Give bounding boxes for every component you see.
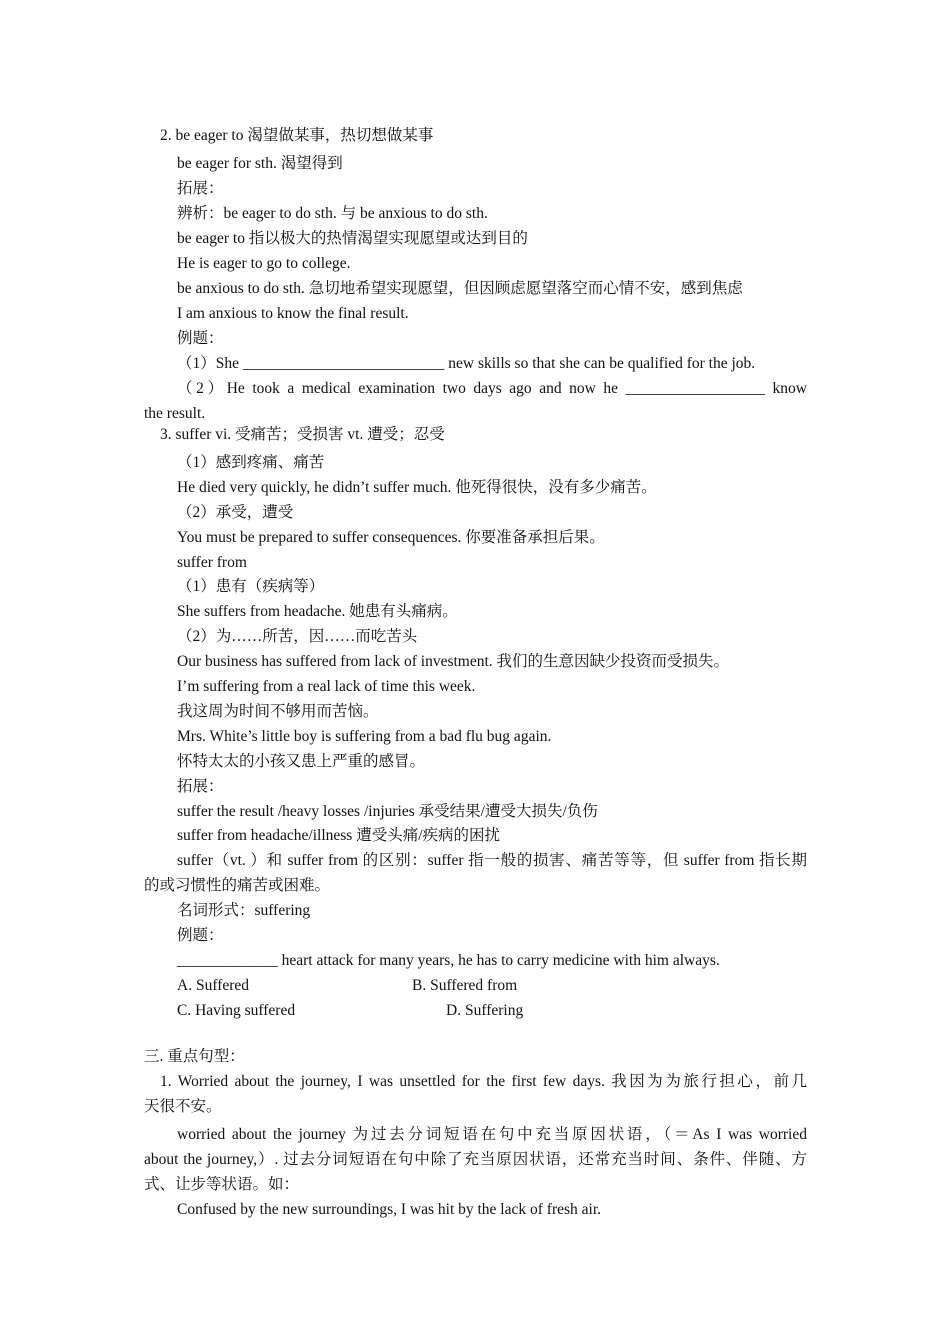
- text-line: suffer from: [177, 554, 247, 571]
- option-b: B. Suffered from: [412, 977, 518, 994]
- text-line: （2）为……所苦，因……而吃苦头: [177, 628, 418, 645]
- key-sentence-cont: 天很不安。: [144, 1098, 222, 1115]
- exercise-question: （2）He took a medical examination two days ago and now he __________________ know: [177, 380, 807, 397]
- text-line: be anxious to do sth. 急切地希望实现愿望，但因顾虑愿望落空而心情不安，感到焦虑: [177, 280, 743, 297]
- label-exercise: 例题：: [177, 330, 224, 347]
- explanation-line: about the journey,）. 过去分词短语在句中除了充当原因状语，还常充当时间、条件、伴随、方: [144, 1151, 807, 1168]
- option-d: D. Suffering: [446, 1002, 524, 1019]
- translation-line: 怀特太太的小孩又患上严重的感冒。: [177, 753, 426, 770]
- text-line: suffer from headache/illness 遭受头痛/疾病的困扰: [177, 827, 500, 844]
- item-2-heading: 2. be eager to 渴望做某事，热切想做某事: [160, 127, 434, 144]
- label-expand: 拓展：: [177, 180, 224, 197]
- text-line: suffer the result /heavy losses /injuries 承受结果/遭受大损失/负伤: [177, 803, 598, 820]
- text-line: 名词形式：suffering: [177, 902, 311, 919]
- label-expand: 拓展：: [177, 778, 224, 795]
- text-line: 辨析：be eager to do sth. 与 be anxious to do sth.: [177, 205, 488, 222]
- text-line-cont: 的或习惯性的痛苦或困难。: [144, 877, 331, 894]
- label-exercise: 例题：: [177, 927, 224, 944]
- exercise-question: （1）She __________________________ new skills so that she can be qualified for the job.: [177, 355, 756, 372]
- option-c: C. Having suffered: [177, 1002, 296, 1019]
- text-line: （2）承受，遭受: [177, 504, 294, 521]
- example-sentence: Our business has suffered from lack of investment. 我们的生意因缺少投资而受损失。: [177, 653, 730, 670]
- example-sentence: He is eager to go to college.: [177, 255, 351, 272]
- example-sentence: Mrs. White’s little boy is suffering from a bad flu bug again.: [177, 728, 552, 745]
- text-line: be eager for sth. 渴望得到: [177, 155, 343, 172]
- exercise-question-cont: the result.: [144, 405, 206, 422]
- example-sentence: I’m suffering from a real lack of time this week.: [177, 678, 476, 695]
- text-line: be eager to 指以极大的热情渴望实现愿望或达到目的: [177, 230, 528, 247]
- key-sentence: 1. Worried about the journey, I was unsettled for the first few days. 我因为为旅行担心，前几: [160, 1073, 807, 1090]
- exercise-question: _____________ heart attack for many years, he has to carry medicine with him always.: [177, 952, 720, 969]
- translation-line: 我这周为时间不够用而苦恼。: [177, 703, 379, 720]
- text-line: （1）感到疼痛、痛苦: [177, 454, 325, 471]
- example-sentence: She suffers from headache. 她患有头痛病。: [177, 603, 458, 620]
- section-3-heading: 三. 重点句型：: [144, 1048, 245, 1065]
- example-sentence: You must be prepared to suffer consequences. 你要准备承担后果。: [177, 529, 605, 546]
- option-a: A. Suffered: [177, 977, 250, 994]
- example-sentence: Confused by the new surroundings, I was hit by the lack of fresh air.: [177, 1201, 602, 1218]
- explanation-line: worried about the journey 为过去分词短语在句中充当原因状语，（＝As I was worried: [177, 1126, 807, 1143]
- explanation-line-cont: 式、让步等状语。如：: [144, 1176, 300, 1193]
- text-line: suffer（vt. ）和 suffer from 的区别：suffer 指一般的损害、痛苦等等，但 suffer from 指长期: [177, 852, 807, 869]
- example-sentence: He died very quickly, he didn’t suffer much. 他死得很快，没有多少痛苦。: [177, 479, 657, 496]
- example-sentence: I am anxious to know the final result.: [177, 305, 409, 322]
- item-3-heading: 3. suffer vi. 受痛苦；受损害 vt. 遭受；忍受: [160, 426, 445, 443]
- text-line: （1）患有（疾病等）: [177, 578, 325, 595]
